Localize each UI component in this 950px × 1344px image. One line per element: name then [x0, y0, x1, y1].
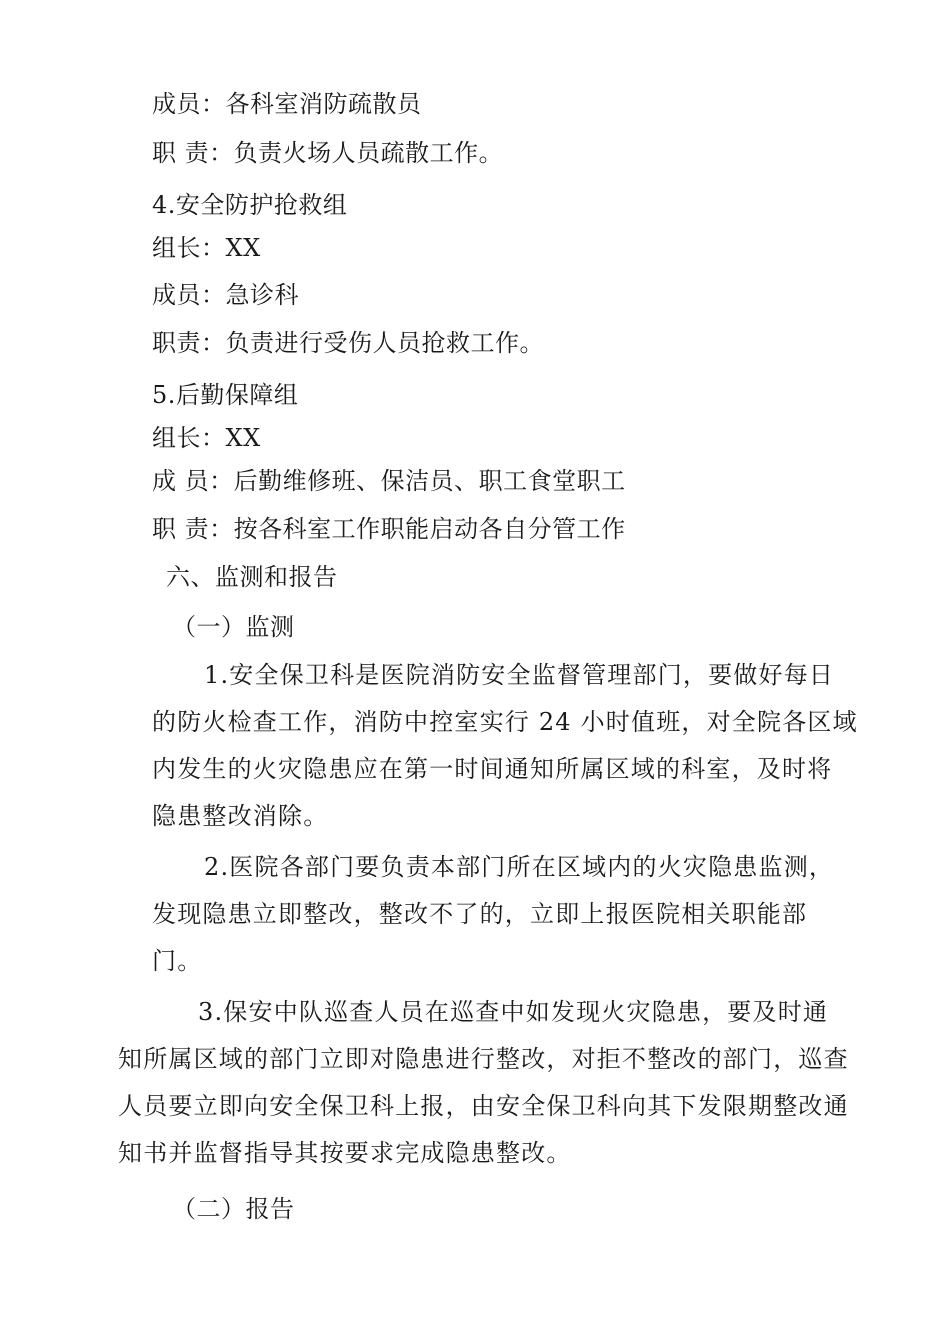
logistics-members-line: 成 员：后勤维修班、保洁员、职工食堂职工: [152, 467, 626, 495]
section-six-heading: 六、监测和报告: [166, 563, 338, 591]
rescue-duty-line: 职责：负责进行受伤人员抢救工作。: [152, 329, 544, 357]
logistics-group-heading: 5.后勤保障组: [152, 381, 299, 409]
paragraph-line: 人员要立即向安全保卫科上报，由安全保卫科向其下发限期整改通: [118, 1092, 849, 1120]
report-subsection-heading: （二）报告: [172, 1195, 295, 1223]
rescue-group-heading: 4.安全防护抢救组: [152, 191, 348, 219]
monitor-item-1: [152, 652, 872, 840]
paragraph-line: 知所属区域的部门立即对隐患进行整改，对拒不整改的部门，巡查: [118, 1045, 849, 1073]
paragraph-line: 1.安全保卫科是医院消防安全监督管理部门，要做好每日: [204, 661, 835, 689]
paragraph-line: 发现隐患立即整改，整改不了的，立即上报医院相关职能部: [152, 900, 808, 928]
monitor-subsection-heading: （一）监测: [172, 613, 295, 641]
paragraph-line: 3.保安中队巡查人员在巡查中如发现火灾隐患，要及时通: [198, 998, 829, 1026]
paragraph-line: 的防火检查工作，消防中控室实行 24 小时值班，对全院各区域: [152, 708, 858, 736]
evacuation-members-line: 成员：各科室消防疏散员: [152, 90, 422, 118]
paragraph-line: 门。: [152, 947, 203, 975]
monitor-item-3: [118, 989, 874, 1177]
paragraph-line: 知书并监督指导其按要求完成隐患整改。: [118, 1139, 572, 1167]
evacuation-duty-line: 职 责：负责火场人员疏散工作。: [152, 139, 504, 167]
paragraph-line: 隐患整改消除。: [152, 802, 329, 830]
monitor-item-2: [152, 844, 872, 985]
rescue-leader-line: 组长：XX: [152, 234, 261, 262]
logistics-leader-line: 组长：XX: [152, 424, 261, 452]
paragraph-line: 内发生的火灾隐患应在第一时间通知所属区域的科室，及时将: [152, 755, 833, 783]
paragraph-line: 2.医院各部门要负责本部门所在区域内的火灾隐患监测，: [204, 853, 835, 881]
rescue-members-line: 成员：急诊科: [152, 281, 299, 309]
logistics-duty-line: 职 责：按各科室工作职能启动各自分管工作: [152, 515, 626, 543]
